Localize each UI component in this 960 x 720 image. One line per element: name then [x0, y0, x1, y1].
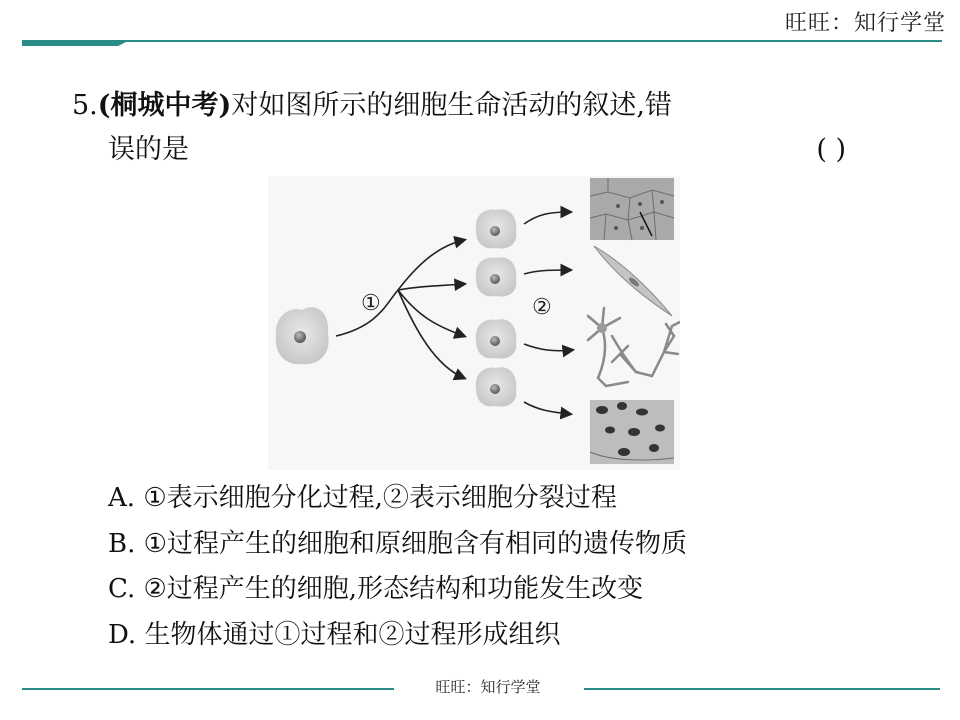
question-block	[72, 84, 872, 172]
epithelial-tissue-image	[590, 178, 674, 240]
brand-header: 旺旺：知行学堂	[784, 11, 946, 36]
option-b	[108, 522, 908, 568]
question-stem-line2: 误的是	[108, 134, 189, 165]
footer-divider-left	[22, 688, 394, 690]
option-text: ②过程产生的细胞,形态结构和功能发生改变	[143, 574, 644, 604]
option-a	[108, 476, 908, 522]
daughter-cell	[476, 257, 517, 296]
question-number: 5.	[72, 90, 98, 121]
process2-label: ②	[532, 295, 552, 320]
blood-cells-image	[590, 400, 674, 464]
process1-label: ①	[361, 291, 381, 316]
brand-footer: 旺旺：知行学堂	[435, 678, 541, 696]
options-list	[108, 476, 908, 658]
option-letter: B.	[108, 528, 136, 559]
option-letter: C.	[108, 574, 136, 604]
daughter-cell	[476, 367, 517, 406]
question-stem-line1: 对如图所示的细胞生命活动的叙述,错	[231, 90, 672, 121]
question-source: (桐城中考)	[97, 90, 232, 121]
option-letter: D.	[108, 619, 137, 650]
option-text: 生物体通过①过程和②过程形成组织	[144, 619, 561, 650]
option-letter: A.	[108, 483, 136, 513]
original-cell	[276, 307, 329, 364]
cell-diagram	[268, 176, 680, 470]
footer-divider-right	[584, 688, 940, 690]
option-text: ①过程产生的细胞和原细胞含有相同的遗传物质	[143, 528, 687, 559]
daughter-cell	[476, 209, 517, 248]
option-text: ①表示细胞分化过程,②表示细胞分裂过程	[143, 483, 617, 513]
answer-blank: ( )	[816, 134, 846, 165]
header-divider	[22, 40, 942, 46]
option-c	[108, 567, 908, 613]
option-d	[108, 613, 908, 659]
daughter-cell	[476, 319, 517, 358]
